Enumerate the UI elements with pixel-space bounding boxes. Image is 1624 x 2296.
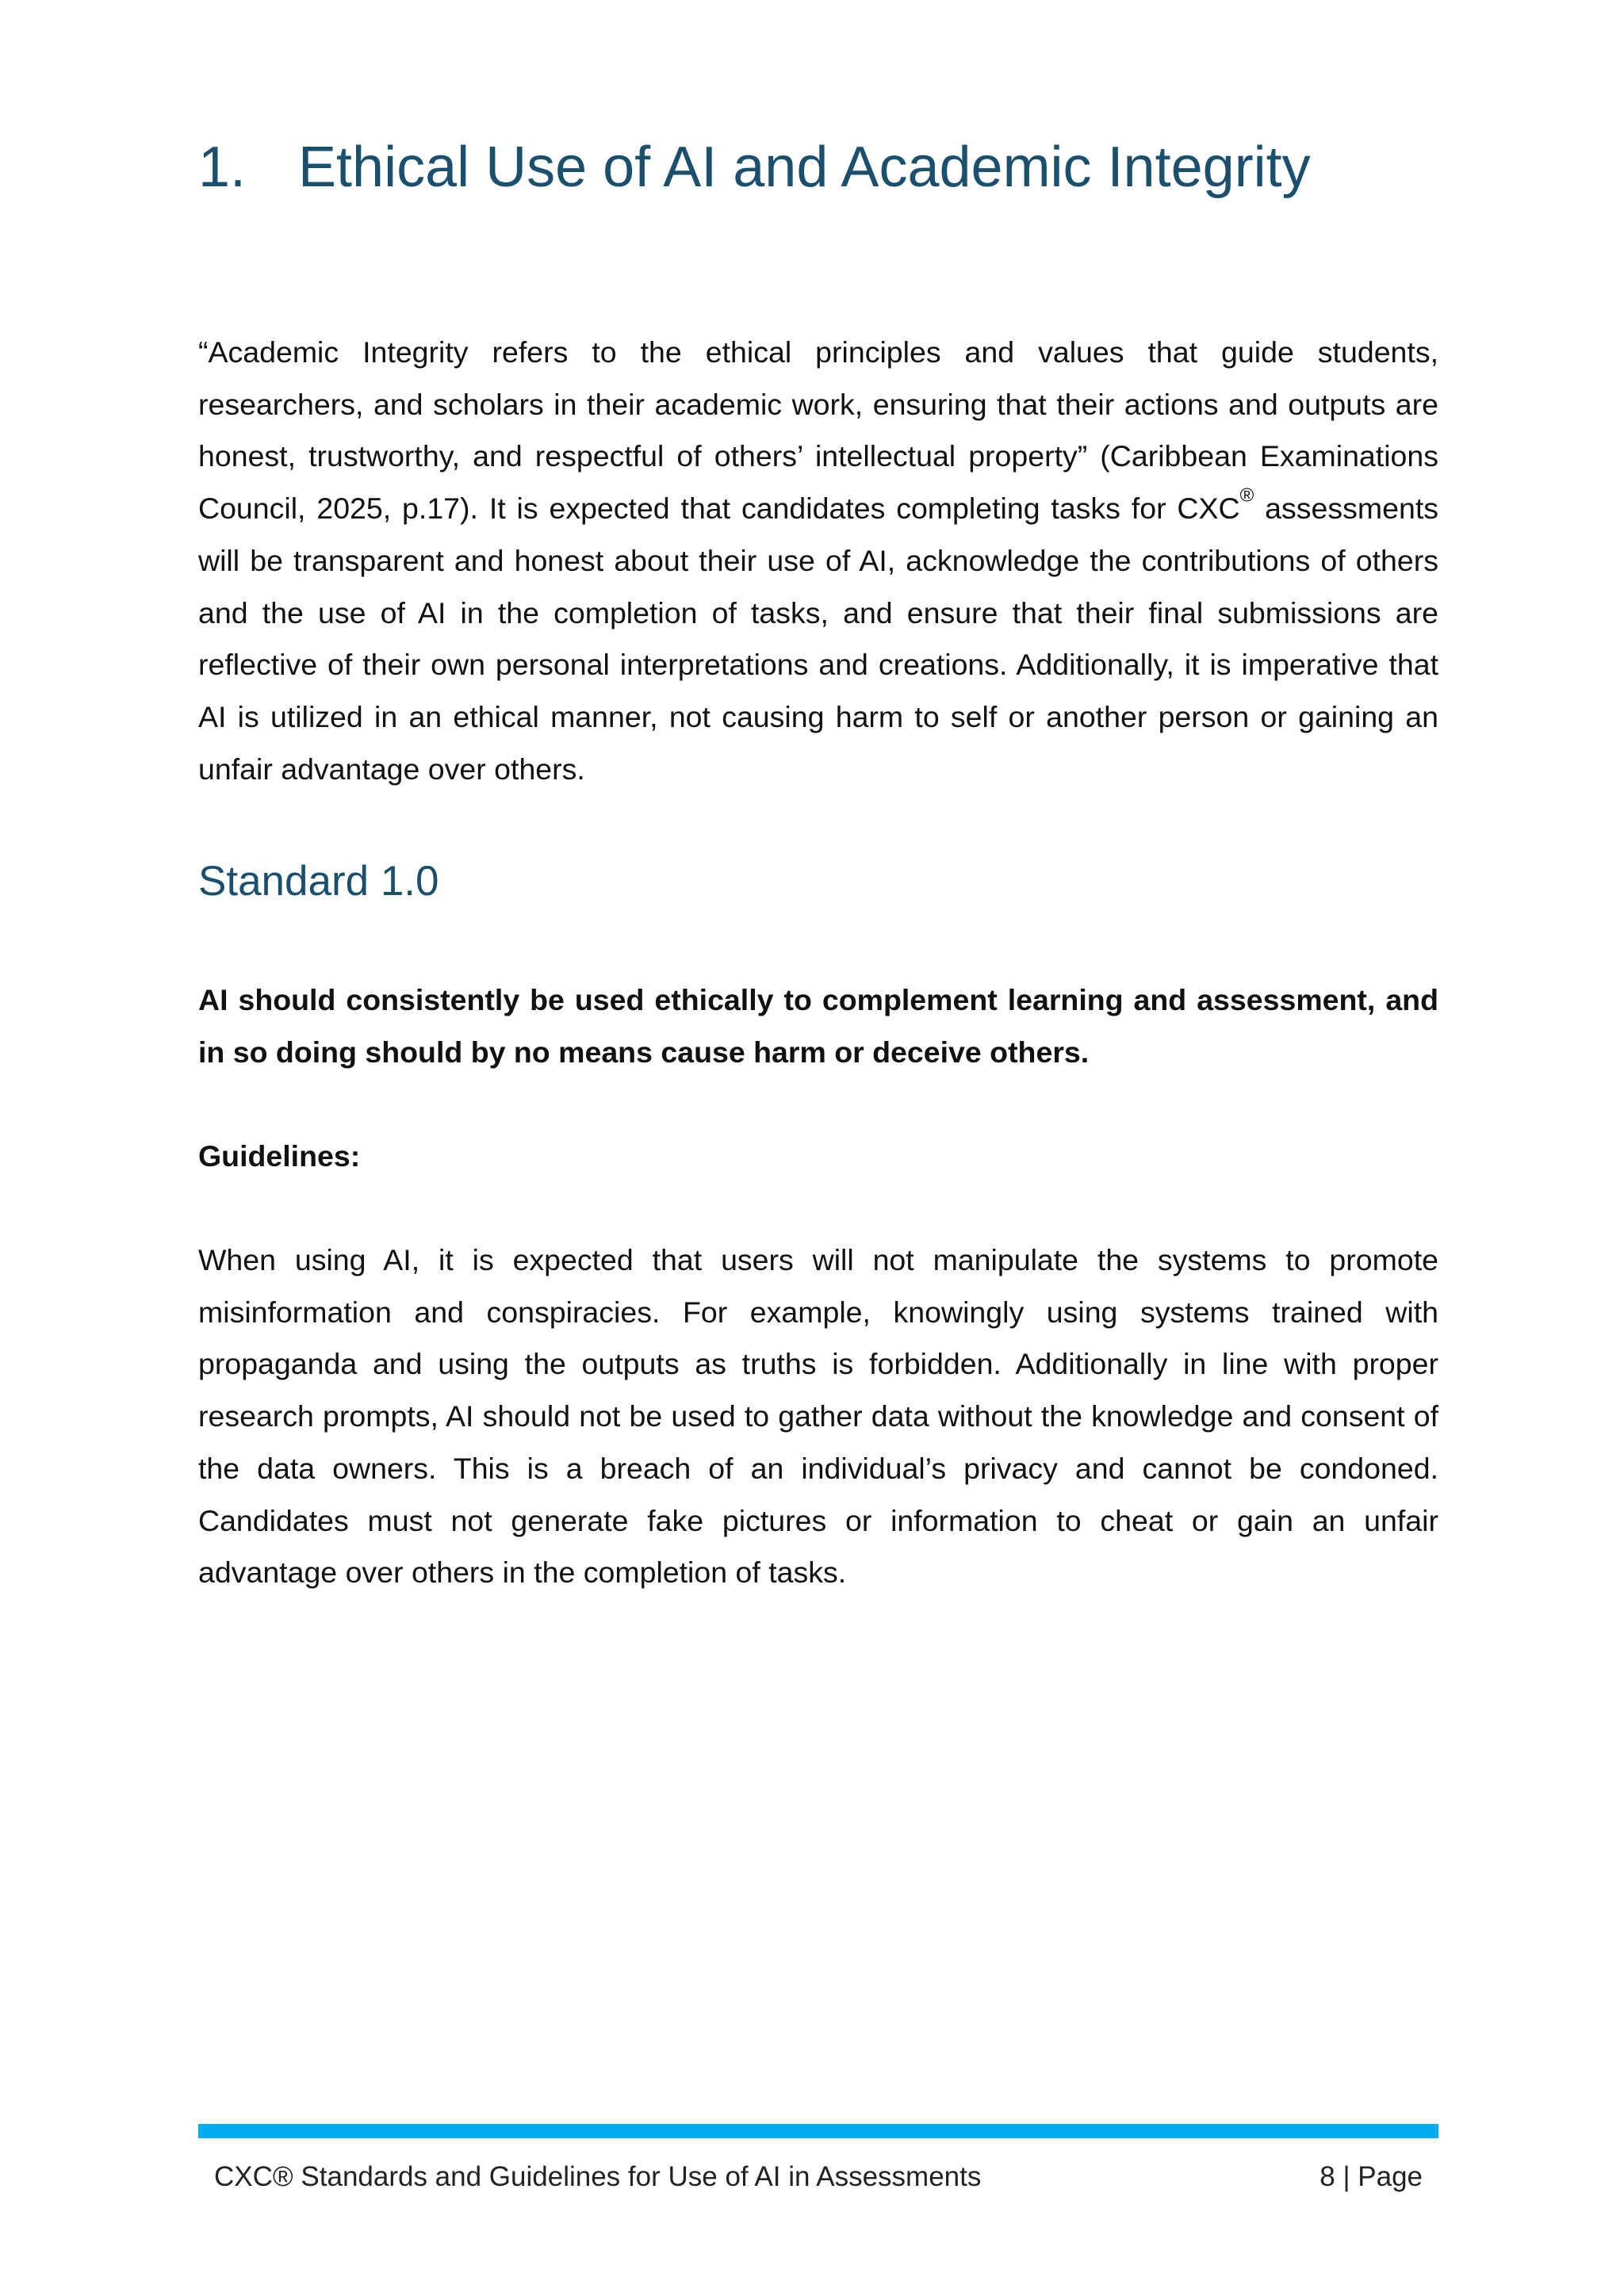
document-page — [198, 0, 1438, 2296]
standard-statement: AI should consistently be used ethically to complement learning and assessment, and in so doing should by no means cause harm or deceive others. — [198, 983, 1438, 1069]
standard-heading: Standard 1.0 — [198, 858, 439, 905]
footer-rule — [198, 2124, 1438, 2138]
guidelines-heading: Guidelines: — [198, 1139, 361, 1173]
section-title: Ethical Use of AI and Academic Integrity — [298, 136, 1311, 199]
intro-paragraph — [198, 327, 1438, 795]
intro-text-part-2: assessments will be transparent and honest about their use of AI, acknowledge the contributions of others and the use of AI in the completion of tasks, and ensure that their final submissions are reflective of their own personal interpretations and creations. Additionally, it is imperative that AI is utilized in an ethical manner, not causing harm to self or another person or gaining an unfair advantage over others. — [198, 492, 1438, 786]
section-heading — [198, 133, 1311, 201]
footer-document-title: CXC® Standards and Guidelines for Use of AI in Assessments — [214, 2161, 982, 2192]
registered-mark: ® — [1239, 484, 1254, 507]
intro-text-part-1: “Academic Integrity refers to the ethical principles and values that guide students, researchers, and scholars in their academic work, ensuring that their actions and outputs are honest, trustworthy, and respectful of others’ intellectual property” (Caribbean Examinations Council, 2025, p.17). It is expected that candidates completing tasks for CXC — [198, 335, 1438, 526]
section-number: 1. — [198, 136, 247, 199]
guidelines-paragraph: When using AI, it is expected that users will not manipulate the systems to promote misinformation and conspiracies. For example, knowingly using systems trained with propaganda and using the outputs as truths is forbidden. Additionally in line with proper research prompts, AI should not be used to gather data without the knowledge and consent of the data owners. This is a breach of an individual’s privacy and cannot be condoned. Candidates must not generate fake pictures or information to cheat or gain an unfair advantage over others in the completion of tasks. — [198, 1243, 1438, 1590]
footer-page-number: 8 | Page — [1320, 2161, 1423, 2192]
